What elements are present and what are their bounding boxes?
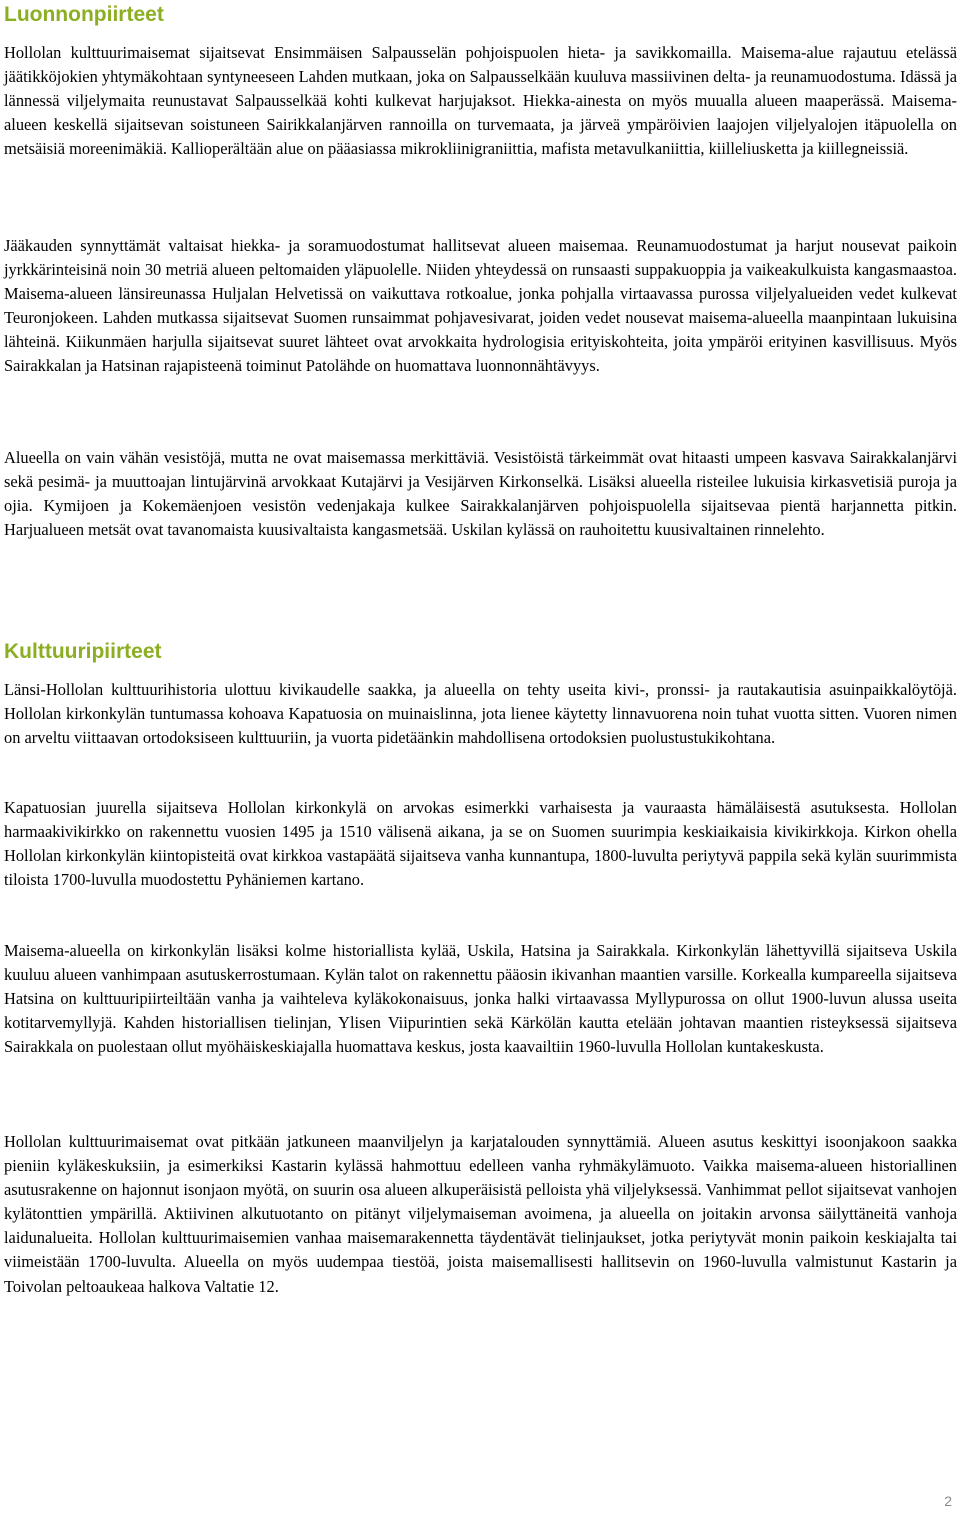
section-heading-luonnonpiirteet: Luonnonpiirteet (4, 3, 164, 26)
paragraph-natural-3: Alueella on vain vähän vesistöjä, mutta ne ovat maisemassa merkittäviä. Vesistöistä tärkeimmät ovat hitaasti umpeen kasvava Sairakkalanjärvi sekä pesimä- ja muuttoajan lintujärvinä arvokkaat Kutajärvi ja Vesijärven Kirkonselkä. Lisäksi alueella risteilee lukuisia kirkasvetisiä puroja ja ojia. Kymijoen ja Kokemäenjoen vesistön vedenjakaja kulkee Sairakkalanjärven pohjoispuolella sijaitsevaa pientä harjannetta pitkin. Harjualueen metsät ovat tavanomaista kuusivaltaista kangasmetsää. Uskilan kylässä on rauhoitettu kuusivaltainen rinnelehto. (4, 448, 957, 540)
paragraph-culture-3: Maisema-alueella on kirkonkylän lisäksi kolme historiallista kylää, Uskila, Hatsina ja Sairakkala. Kirkonkylän lähettyvillä sijaitseva Uskila kuuluu alueen vanhimpaan asutuskerrostumaan. Kylän talot on rakennettu pääosin ikivanhan maantien varsille. Korkealla kumpareella sijaitseva Hatsina on kulttuuripiirteiltään vanha ja vaihteleva kyläkokonaisuus, jonka halki virtaavassa Myllypurossa on ollut 1900-luvun alussa useita kotitarvemyllyjä. Kahden historiallisen tielinjan, Ylisen Viipurintien sekä Kärkölän kautta etelään johtavan maantien risteyksessä sijaitseva Sairakkala on puolestaan ollut myöhäiskeskiajalla huomattava keskus, josta kaavailtiin 1960-luvulla Hollolan kuntakeskusta. (4, 941, 957, 1057)
paragraph-culture-2: Kapatuosian juurella sijaitseva Hollolan kirkonkylä on arvokas esimerkki varhaisesta ja vauraasta hämäläisestä asutuksesta. Hollolan harmaakivikirkko on rakennettu vuosien 1495 ja 1510 välisenä aikana, ja se on Suomen suurimpia keskiaikaisia kivikirkkoja. Kirkon ohella Hollolan kirkonkylän kiintopisteitä ovat kirkkoa vastapäätä sijaitseva vanha kunnantupa, 1800-luvulta periytyvä pappila sekä kylän suurimmista tiloista 1700-luvulla muodostettu Pyhäniemen kartano. (4, 798, 957, 890)
paragraph-culture-1: Länsi-Hollolan kulttuurihistoria ulottuu kivikaudelle saakka, ja alueella on tehty useita kivi-, pronssi- ja rautakautisia asuinpaikkalöytöjä. Hollolan kirkonkylän tuntumassa kohoava Kapatuosia on muinaislinna, jota lienee käytetty linnavuorena noin tuhat vuotta sitten. Vuoren nimen on arveltu viittaavan ortodoksiseen kulttuuriin, ja vuorta pidetäänkin mahdollisena ortodoksien puolustustukikohtana. (4, 680, 957, 748)
paragraph-natural-2: Jääkauden synnyttämät valtaisat hiekka- ja soramuodostumat hallitsevat alueen maisemaa. Reunamuodostumat ja harjut nousevat paikoin jyrkkärinteisinä noin 30 metriä alueen peltomaiden yläpuolelle. Niiden yhteydessä on runsaasti suppakuoppia ja vaikeakulkuista kangasmaastoa. Maisema-alueen länsireunassa Huljalan Helvetissä on vaikuttava rotkoalue, jonka pohjalla virtaavassa purossa viljelyalueiden vedet kulkevat Teuronjokeen. Lahden mutkassa sijaitsevat Suomen runsaimmat pohjavesivarat, joiden vedet nousevat maisema-alueella maanpintaan lukuisina lähteinä. Kiikunmäen harjulla sijaitsevat suuret lähteet ovat arvokkaita hydrologisia erityiskohteita, joita ympäröi erityinen kasvillisuus. Myös Sairakkalan ja Hatsinan rajapisteenä toiminut Patolähde on huomattava luonnonnähtävyys. (4, 236, 957, 376)
paragraph-culture-4: Hollolan kulttuurimaisemat ovat pitkään jatkuneen maanviljelyn ja karjatalouden synnyttämiä. Alueen asutus keskittyi isoonjakoon saakka pieniin kyläkeskuksiin, ja esimerkiksi Kastarin kylässä hahmottuu edelleen vanha ryhmäkylämuoto. Vaikka maisema-alueen historiallinen asutusrakenne on hajonnut isonjaon myötä, on suurin osa alueen alkuperäisistä pelloista yhä viljelyksessä. Vanhimmat pellot sijaitsevat vanhojen kylätonttien ympärillä. Aktiivinen alkutuotanto on pitänyt viljelymaiseman avoimena, ja alueella on joitakin arvonsa säilyttäneitä vanhoja laidunalueita. Hollolan kulttuurimaisemien vanhaa maisemarakennetta täydentävät tielinjaukset, jotka periytyvät monin paikoin keskiajalta tai viimeistään 1700-luvulta. Alueella on myös uudempaa tiestöä, joista maisemallisesti hallitsevin on 1960-luvulla valmistunut Kastarin ja Toivolan peltoaukeaa halkova Valtatie 12. (4, 1132, 957, 1296)
page-number: 2 (944, 1493, 952, 1509)
paragraph-natural-1: Hollolan kulttuurimaisemat sijaitsevat Ensimmäisen Salpausselän pohjoispuolen hieta- ja savikkomailla. Maisema-alue rajautuu etelässä jäätikköjokien yhtymäkohtaan syntyneeseen Lahden mutkaan, joka on Salpausselkään kuuluva massiivinen delta- ja reunamuodostuma. Idässä ja lännessä viljelymaita reunustavat Salpausselkää kohti kulkevat harjujaksot. Hiekka-ainesta on myös muualla alueen maaperässä. Maisema-alueen keskellä sijaitsevan soistuneen Sairikkalanjärven rannoilla on turvemaata, ja järveä ympäröivien laajojen viljelyalojen itäpuolella on metsäisiä moreenimäkiä. Kallioperältään alue on pääasiassa mikrokliinigraniittia, mafista metavulkaniittia, kiilleliusketta ja kiillegneissiä. (4, 43, 957, 159)
section-heading-kulttuuripiirteet: Kulttuuripiirteet (4, 640, 162, 663)
